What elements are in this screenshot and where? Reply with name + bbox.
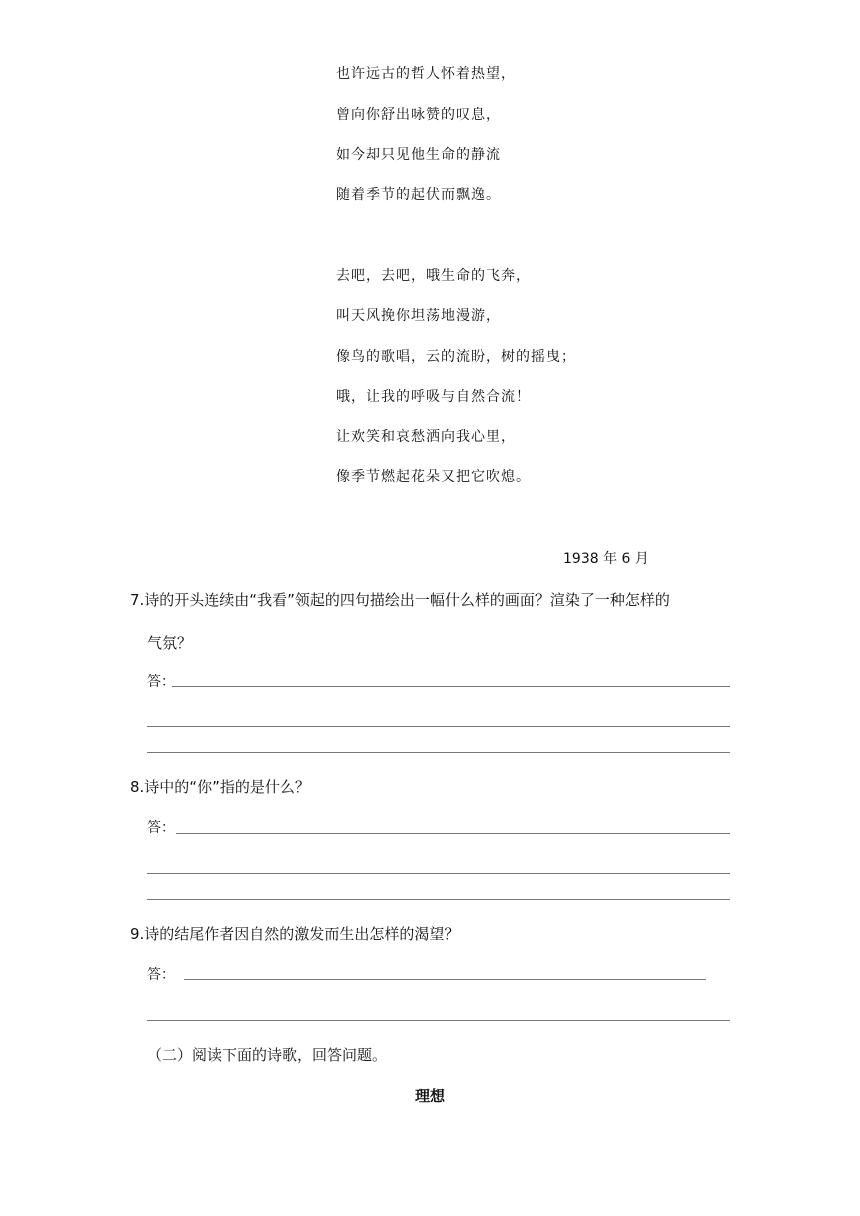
poem-line: 也许远古的哲人怀着热望， bbox=[336, 66, 516, 82]
poem-date: 1938 年 6 月 bbox=[563, 551, 649, 567]
answer-line-8c[interactable] bbox=[147, 899, 730, 900]
answer-line-7a[interactable] bbox=[172, 686, 730, 687]
poem-line: 如今却只见他生命的静流 bbox=[336, 147, 501, 163]
answer-label-7: 答： bbox=[147, 674, 175, 690]
section-heading: （二）阅读下面的诗歌，回答问题。 bbox=[147, 1046, 388, 1064]
answer-line-9a[interactable] bbox=[184, 979, 706, 980]
question-7-continuation: 气氛？ bbox=[147, 634, 193, 652]
poem-line: 让欢笑和哀愁洒向我心里， bbox=[336, 429, 516, 445]
answer-label-9: 答： bbox=[147, 967, 175, 983]
poem-line: 哦，让我的呼吸与自然合流！ bbox=[336, 389, 531, 405]
question-9: 9.诗的结尾作者因自然的激发而生出怎样的渴望？ bbox=[130, 925, 460, 943]
answer-label-8: 答： bbox=[147, 820, 175, 836]
question-7: 7.诗的开头连续由“我看”领起的四句描绘出一幅什么样的画面？渲染了一种怎样的 bbox=[130, 591, 670, 609]
poem-line: 像鸟的歌唱，云的流盼，树的摇曳； bbox=[336, 349, 576, 365]
answer-line-9b[interactable] bbox=[147, 1020, 730, 1021]
question-8: 8.诗中的“你”指的是什么？ bbox=[130, 778, 310, 796]
poem-line: 去吧，去吧，哦生命的飞奔， bbox=[336, 268, 531, 284]
poem-title: 理想 bbox=[414, 1087, 445, 1105]
answer-line-8b[interactable] bbox=[147, 873, 730, 874]
poem-line: 随着季节的起伏而飘逸。 bbox=[336, 187, 501, 203]
answer-line-8a[interactable] bbox=[176, 833, 730, 834]
poem-line: 像季节燃起花朵又把它吹熄。 bbox=[336, 469, 531, 485]
answer-line-7c[interactable] bbox=[147, 752, 730, 753]
poem-line: 叫天风挽你坦荡地漫游， bbox=[336, 308, 501, 324]
poem-line: 曾向你舒出咏赞的叹息， bbox=[336, 107, 501, 123]
answer-line-7b[interactable] bbox=[147, 726, 730, 727]
